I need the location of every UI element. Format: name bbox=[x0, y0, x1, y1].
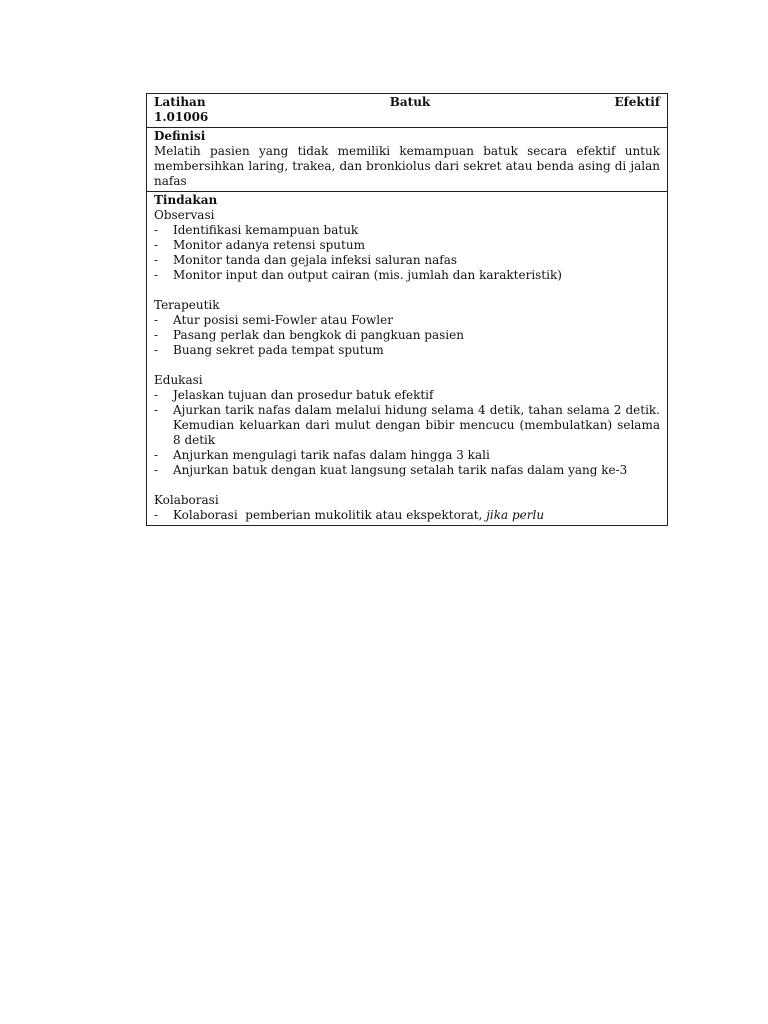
list-item: - Monitor adanya retensi sputum bbox=[154, 238, 365, 252]
observation-list bbox=[154, 223, 660, 283]
title-cell bbox=[147, 94, 667, 127]
list-item: - Monitor tanda dan gejala infeksi saluran nafas bbox=[154, 253, 458, 267]
spacer bbox=[154, 283, 660, 298]
collaboration-title: Kolaborasi bbox=[154, 493, 219, 507]
spacer bbox=[154, 478, 660, 493]
definition-cell bbox=[147, 127, 667, 191]
list-item: - Anjurkan batuk dengan kuat langsung setalah tarik nafas dalam yang ke-3 bbox=[154, 463, 628, 477]
education-list bbox=[154, 388, 660, 478]
therapeutic-title: Terapeutik bbox=[154, 298, 220, 312]
list-item: - Identifikasi kemampuan batuk bbox=[154, 223, 359, 237]
education-title: Edukasi bbox=[154, 373, 203, 387]
intervention-code: 1.01006 bbox=[154, 110, 209, 124]
spacer bbox=[154, 358, 660, 373]
list-item: - Jelaskan tujuan dan prosedur batuk efektif bbox=[154, 388, 434, 402]
collaboration-list bbox=[154, 508, 660, 523]
title-row bbox=[154, 95, 660, 110]
definition-heading: Definisi bbox=[154, 129, 206, 143]
title-word-efektif: Efektif bbox=[614, 95, 660, 109]
list-item: - Kolaborasi pemberian mukolitik atau ekspektorat, jika perlu bbox=[154, 508, 545, 522]
title-word-batuk: Batuk bbox=[389, 95, 431, 109]
list-item: - Monitor input dan output cairan (mis. jumlah dan karakteristik) bbox=[154, 268, 562, 282]
list-item: - Ajurkan tarik nafas dalam melalui hidung selama 4 detik, tahan selama 2 detik. Kemudian keluarkan dari mulut dengan bibir mencucu (membulatkan) selama 8 detik bbox=[154, 403, 660, 447]
list-item: - Atur posisi semi-Fowler atau Fowler bbox=[154, 313, 393, 327]
actions-cell bbox=[147, 191, 667, 525]
therapeutic-list bbox=[154, 313, 660, 358]
definition-text: Melatih pasien yang tidak memiliki kemampuan batuk secara efektif untuk membersihkan laring, trakea, dan bronkiolus dari sekret atau benda asing di jalan nafas bbox=[154, 144, 660, 188]
title-word-latihan: Latihan bbox=[154, 95, 206, 109]
observation-title: Observasi bbox=[154, 208, 215, 222]
list-item: - Pasang perlak dan bengkok di pangkuan pasien bbox=[154, 328, 464, 342]
conditional-note: jika perlu bbox=[486, 508, 545, 522]
intervention-table bbox=[146, 93, 668, 526]
actions-heading: Tindakan bbox=[154, 193, 218, 207]
list-item: - Buang sekret pada tempat sputum bbox=[154, 343, 384, 357]
list-item: - Anjurkan mengulagi tarik nafas dalam hingga 3 kali bbox=[154, 448, 490, 462]
